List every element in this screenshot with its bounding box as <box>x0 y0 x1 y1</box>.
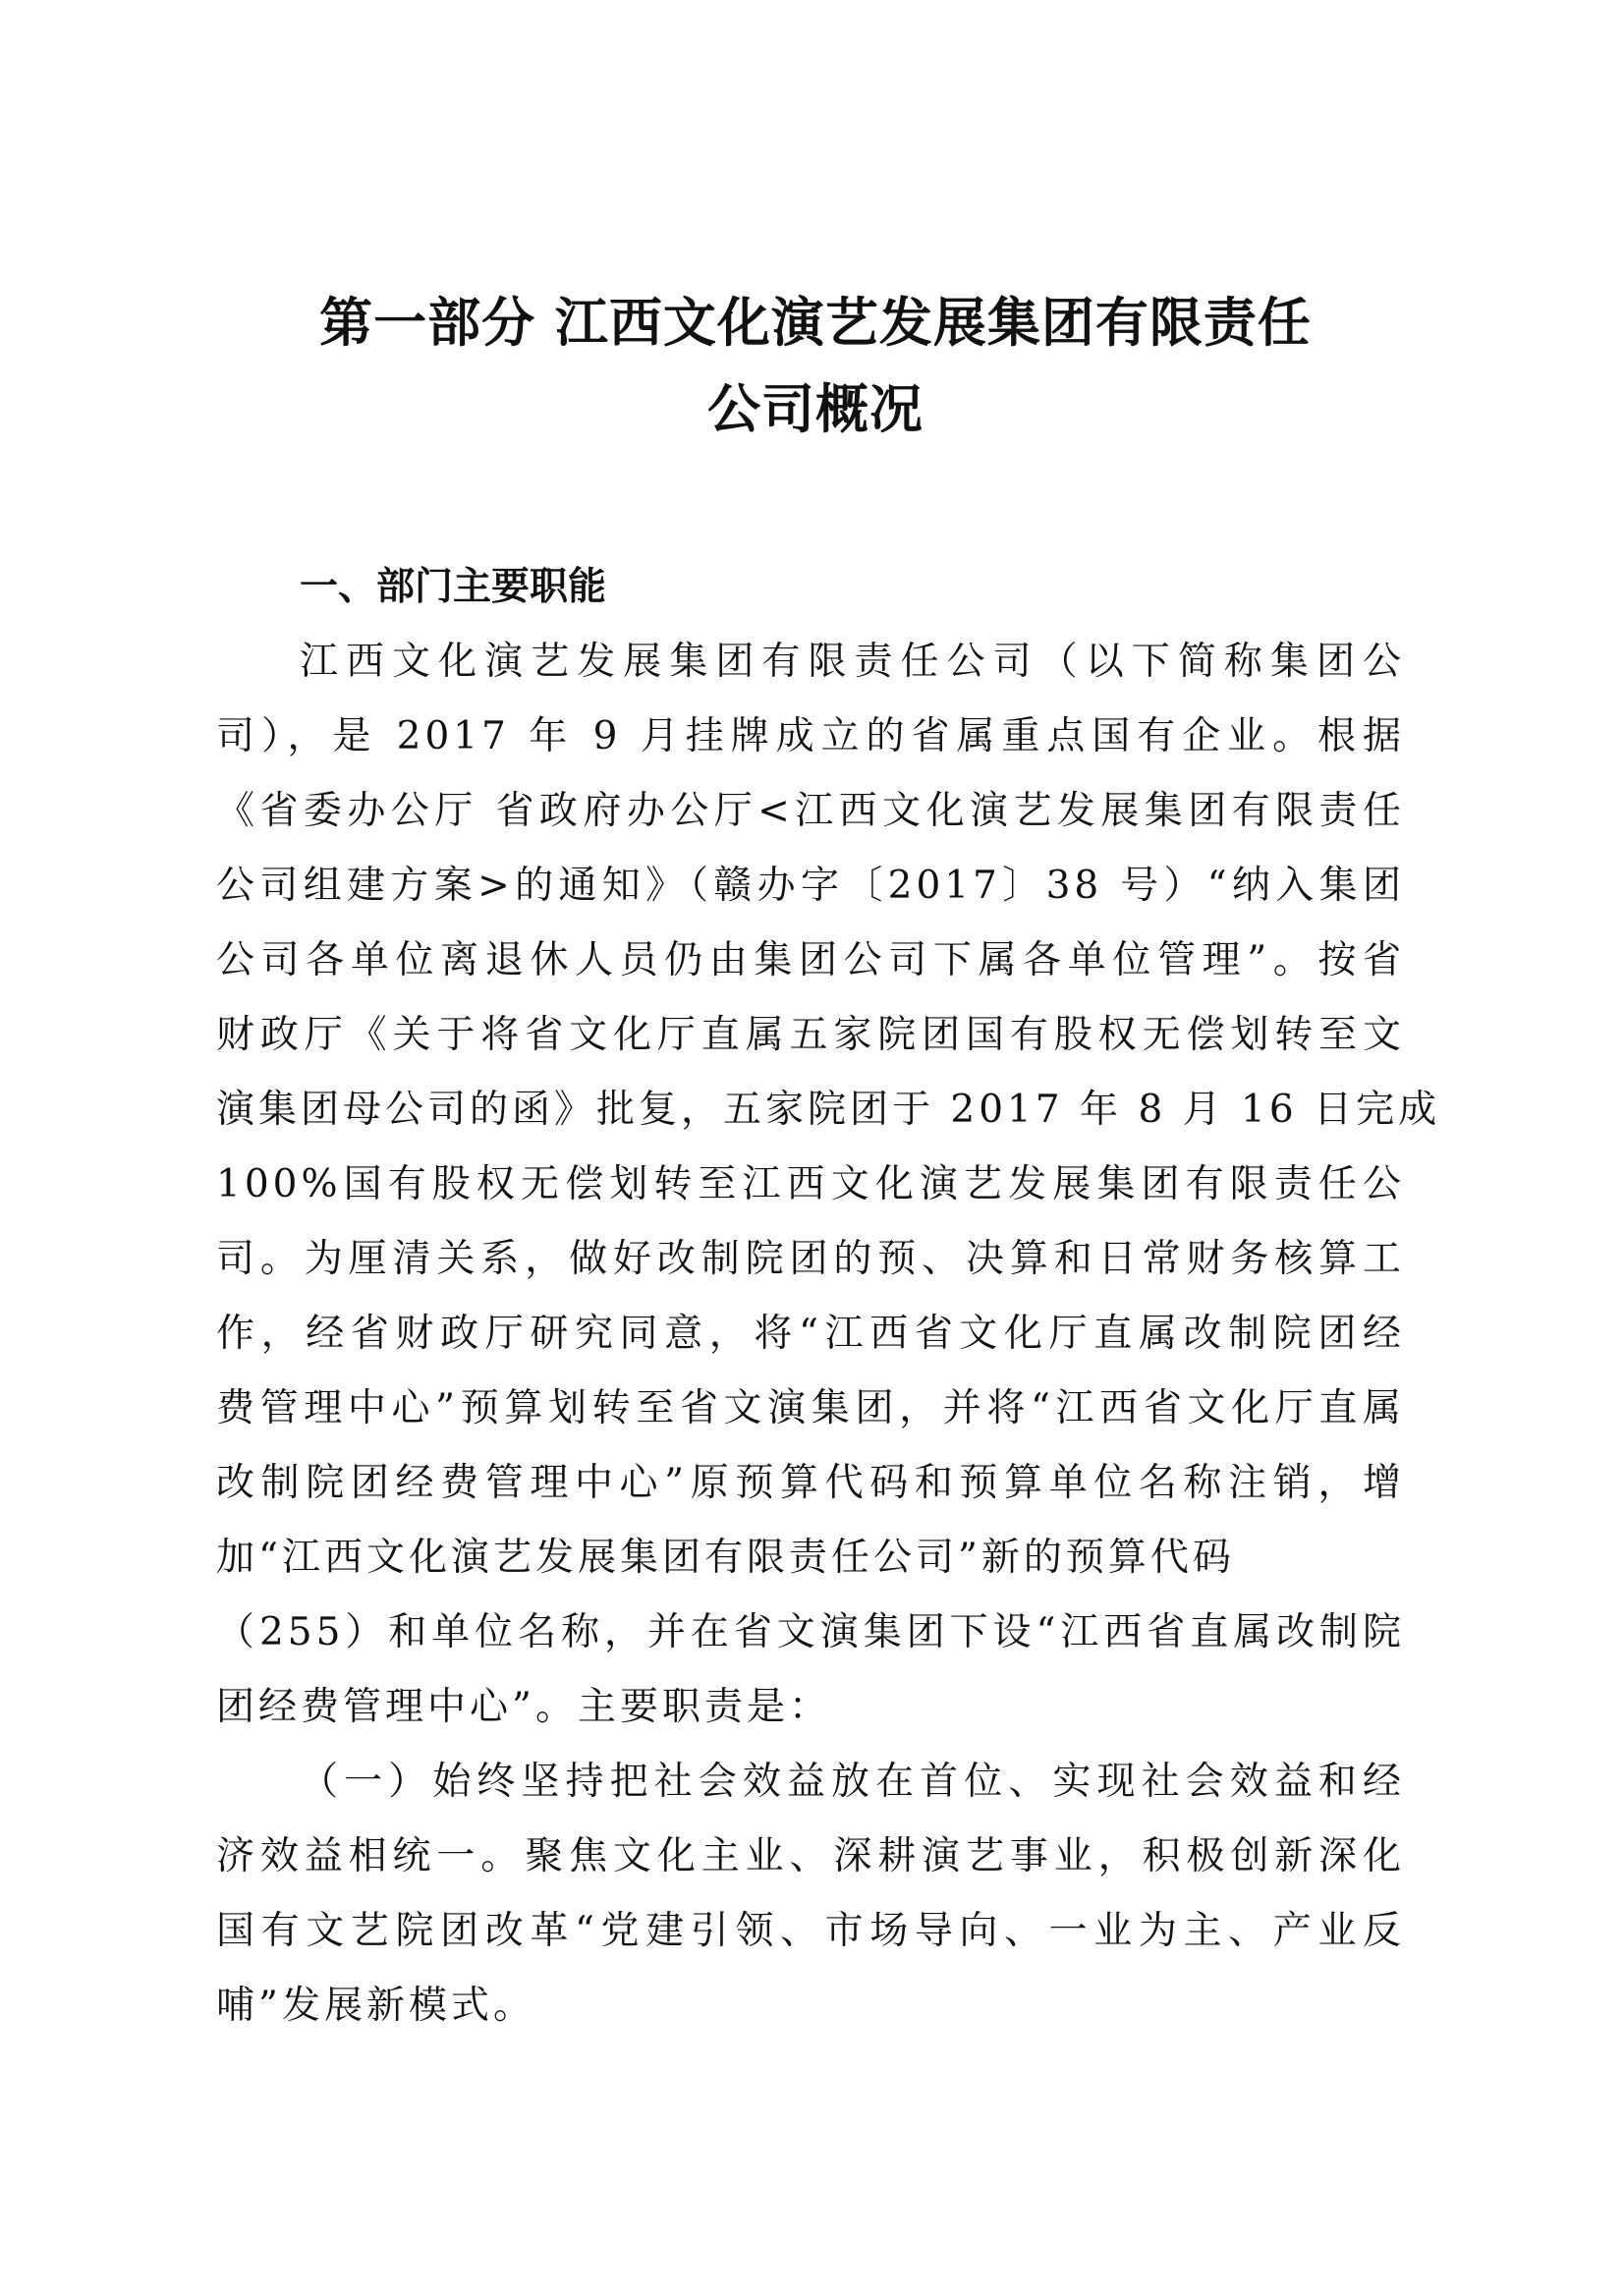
paragraph-line: 《省委办公厅 省政府办公厅<江西文化演艺发展集团有限责任 <box>216 789 1405 833</box>
page-title-line-1: 第一部分 江西文化演艺发展集团有限责任 <box>319 292 1312 354</box>
paragraph-line: 财政厅《关于将省文化厅直属五家院团国有股权无偿划转至文 <box>216 1013 1405 1057</box>
paragraph-line: 改制院团经费管理中心”原预算代码和预算单位名称注销，增 <box>216 1461 1405 1505</box>
paragraph-line: 加“江西文化演艺发展集团有限责任公司”新的预算代码 <box>216 1536 1235 1580</box>
paragraph-line: 团经费管理中心”。主要职责是： <box>216 1685 831 1729</box>
paragraph-line: （255）和单位名称，并在省文演集团下设“江西省直属改制院 <box>216 1610 1405 1654</box>
paragraph-line: 司。为厘清关系，做好改制院团的预、决算和日常财务核算工 <box>216 1237 1405 1281</box>
page-title-line-2: 公司概况 <box>707 378 924 440</box>
paragraph-line: 哺”发展新模式。 <box>216 1984 535 2028</box>
paragraph-line: 国有文艺院团改革“党建引领、市场导向、一业为主、产业反 <box>216 1909 1405 1953</box>
paragraph-line: 作，经省财政厅研究同意，将“江西省文化厅直属改制院团经 <box>216 1312 1405 1356</box>
paragraph-line: 公司各单位离退休人员仍由集团公司下属各单位管理”。按省 <box>216 938 1405 982</box>
section-heading: 一、部门主要职能 <box>300 565 607 609</box>
paragraph-line: 100%国有股权无偿划转至江西文化演艺发展集团有限责任公 <box>216 1162 1405 1206</box>
paragraph-line: 济效益相统一。聚焦文化主业、深耕演艺事业，积极创新深化 <box>216 1834 1405 1878</box>
paragraph-line: 司），是 2017 年 9 月挂牌成立的省属重点国有企业。根据 <box>216 714 1405 758</box>
paragraph-line: 公司组建方案>的通知》（赣办字〔2017〕38 号）“纳入集团 <box>216 864 1405 908</box>
paragraph-line: 费管理中心”预算划转至省文演集团，并将“江西省文化厅直属 <box>216 1386 1405 1430</box>
paragraph-line: 演集团母公司的函》批复，五家院团于 2017 年 8 月 16 日完成 <box>216 1088 1441 1132</box>
paragraph-line: （一）始终坚持把社会效益放在首位、实现社会效益和经 <box>300 1760 1405 1804</box>
paragraph-line: 江西文化演艺发展集团有限责任公司（以下简称集团公 <box>300 640 1405 684</box>
